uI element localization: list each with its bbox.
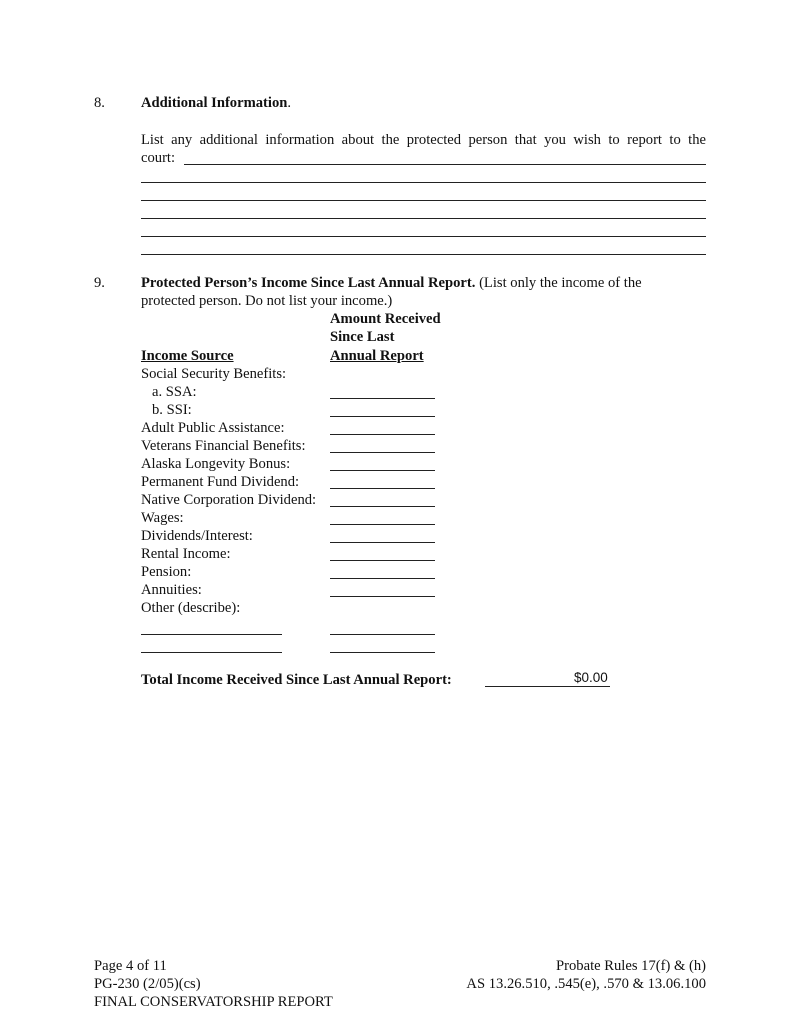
row-label-annuities: Annuities: — [141, 582, 202, 598]
section-9-number: 9. — [94, 275, 105, 291]
section-8-title: Additional Information — [141, 95, 288, 111]
amount-header-2: Since Last — [330, 329, 395, 345]
row-label-ssi: b. SSI: — [152, 402, 192, 418]
footer-page-number: Page 4 of 11 — [94, 958, 167, 974]
additional-info-field-3[interactable] — [141, 184, 706, 201]
section-9-title: Protected Person’s Income Since Last Annual Report. — [141, 275, 476, 291]
row-label-other: Other (describe): — [141, 600, 241, 616]
court-label: court: — [141, 150, 176, 166]
row-label-veterans: Veterans Financial Benefits: — [141, 438, 306, 454]
other-amount-field-2[interactable] — [330, 636, 435, 653]
other-description-field-2[interactable] — [141, 636, 282, 653]
row-label-adult-public-assistance: Adult Public Assistance: — [141, 420, 285, 436]
pension-field[interactable] — [330, 562, 435, 579]
longevity-field[interactable] — [330, 454, 435, 471]
row-label-ssa: a. SSA: — [152, 384, 197, 400]
row-label-rental: Rental Income: — [141, 546, 231, 562]
row-label-social-security: Social Security Benefits: — [141, 366, 287, 382]
wages-field[interactable] — [330, 508, 435, 525]
ssi-amount-field[interactable] — [330, 400, 435, 417]
veterans-field[interactable] — [330, 436, 435, 453]
section-8-heading — [141, 94, 291, 112]
row-label-pfd: Permanent Fund Dividend: — [141, 474, 300, 490]
footer-form-number: PG-230 (2/05)(cs) — [94, 976, 201, 992]
section-8-instructions: List any additional information about the protected person that you wish to report to the — [141, 132, 706, 148]
section-8-title-period: . — [287, 95, 292, 111]
pfd-field[interactable] — [330, 472, 435, 489]
additional-info-field-1[interactable] — [184, 148, 706, 165]
row-label-longevity: Alaska Longevity Bonus: — [141, 456, 291, 472]
additional-info-field-6[interactable] — [141, 238, 706, 255]
total-income-value: $0.00 — [574, 670, 608, 685]
section-8-number: 8. — [94, 95, 105, 111]
row-label-dividends: Dividends/Interest: — [141, 528, 253, 544]
additional-info-field-2[interactable] — [141, 166, 706, 183]
adult-public-assistance-field[interactable] — [330, 418, 435, 435]
additional-info-field-4[interactable] — [141, 202, 706, 219]
income-source-header: Income Source — [141, 348, 234, 364]
amount-header-3: Annual Report — [330, 348, 424, 364]
amount-header-1: Amount Received — [330, 311, 441, 327]
other-amount-field-1[interactable] — [330, 618, 435, 635]
section-9-note-2: protected person. Do not list your income.) — [141, 293, 393, 309]
ssa-amount-field[interactable] — [330, 382, 435, 399]
row-label-pension: Pension: — [141, 564, 192, 580]
section-9-heading — [141, 274, 642, 292]
other-description-field-1[interactable] — [141, 618, 282, 635]
dividends-field[interactable] — [330, 526, 435, 543]
rental-field[interactable] — [330, 544, 435, 561]
footer-form-title: FINAL CONSERVATORSHIP REPORT — [94, 994, 333, 1010]
annuities-field[interactable] — [330, 580, 435, 597]
native-corp-field[interactable] — [330, 490, 435, 507]
additional-info-field-5[interactable] — [141, 220, 706, 237]
footer-statutes: AS 13.26.510, .545(e), .570 & 13.06.100 — [466, 976, 706, 992]
row-label-wages: Wages: — [141, 510, 184, 526]
section-9-note: (List only the income of the — [475, 275, 642, 291]
row-label-native-corp: Native Corporation Dividend: — [141, 492, 317, 508]
footer-rules: Probate Rules 17(f) & (h) — [556, 958, 706, 974]
total-income-label: Total Income Received Since Last Annual Report: — [141, 672, 452, 688]
